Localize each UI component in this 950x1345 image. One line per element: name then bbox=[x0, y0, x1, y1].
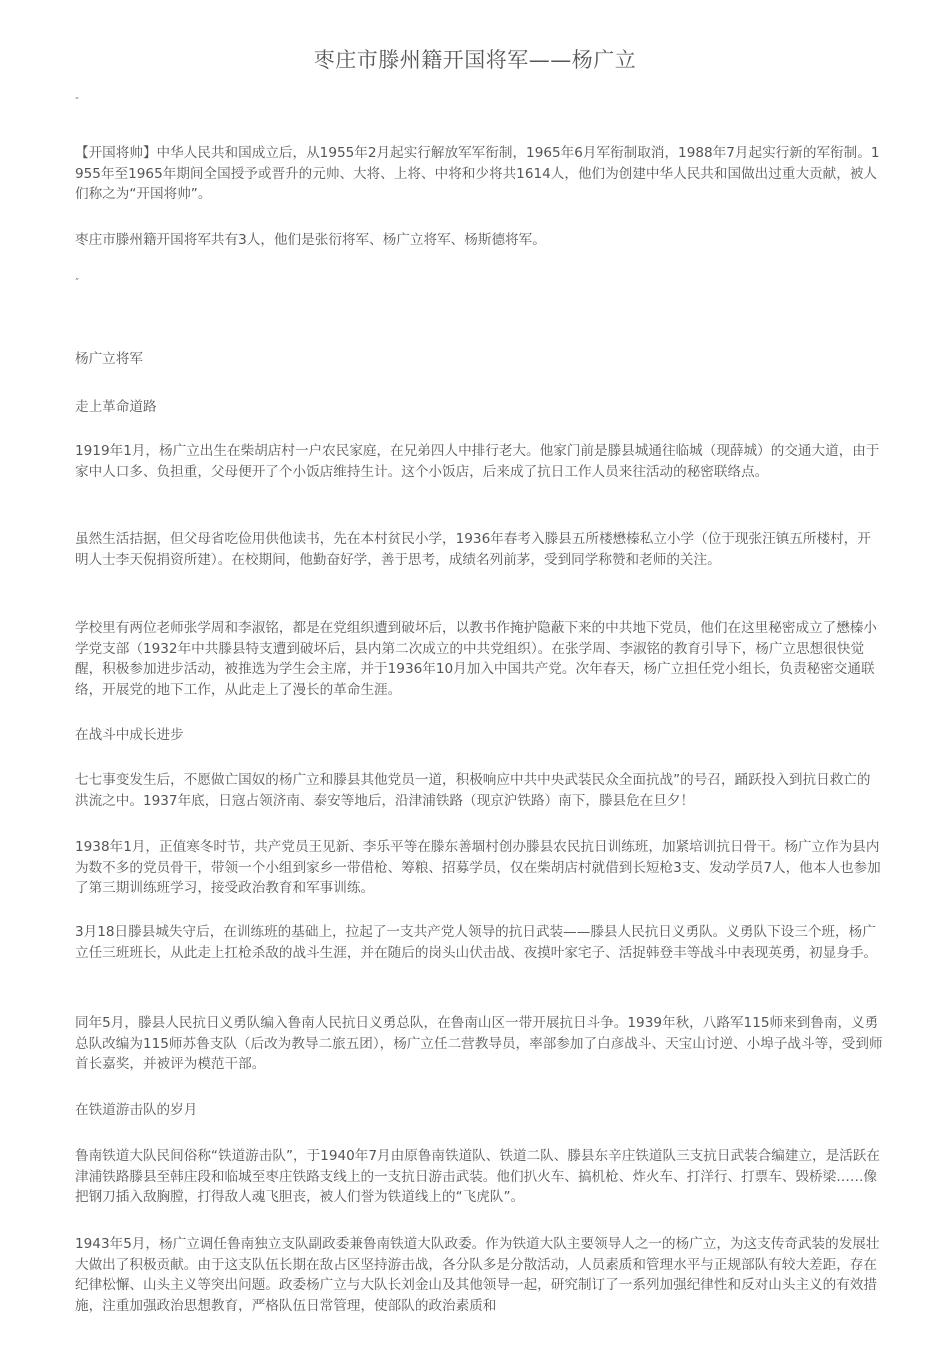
open-quote-mark: “ bbox=[75, 96, 80, 105]
intro-paragraph-2: 枣庄市滕州籍开国将军共有3人，他们是张衍将军、杨广立将军、杨斯德将军。 bbox=[75, 232, 546, 248]
paragraph: 鲁南铁道大队民间俗称“铁道游击队”，于1940年7月由原鲁南铁道队、铁道二队、滕县东辛庄铁道队三支抗日武装合编建立，是活跃在津浦铁路滕县至韩庄段和临城至枣庄铁路支线上的一支抗日游击武装。他们扒火车、搞机枪、炸火车、打洋行、打票车、毁桥梁……像把钢刀插入敌胸膛，打得敌人魂飞胆丧，被人们誉为铁道线上的“飞虎队”。 bbox=[75, 1148, 880, 1205]
paragraph: 1943年5月，杨广立调任鲁南独立支队副政委兼鲁南铁道大队政委。作为铁道大队主要领导人之一的杨广立，为这支传奇武装的发展壮大做出了积极贡献。由于这支队伍长期在敌占区坚持游击战，各分队多是分散活动，人员素质和管理水平与正规部队有较大差距，存在纪律松懈、山头主义等突出问题。政委杨广立与大队长刘金山及其他领导一起，研究制订了一系列加强纪律性和反对山头主义的有效措施，注重加强政治思想教育，严格队伍日常管理，使部队的政治素质和 bbox=[75, 1236, 880, 1314]
section-title-growth-in-battle: 在战斗中成长进步 bbox=[75, 727, 184, 743]
paragraph: 七七事变发生后，不愿做亡国奴的杨广立和滕县其他党员一道，积极响应中共中央武装民众全面抗战”的号召，踊跃投入到抗日救亡的洪流之中。1937年底，日寇占领济南、泰安等地后，沿津浦铁路（现京沪铁路）南下，滕县危在旦夕！ bbox=[75, 772, 871, 809]
section-title-revolution-road: 走上革命道路 bbox=[75, 399, 157, 415]
page-title: 枣庄市滕州籍开国将军——杨广立 bbox=[313, 48, 637, 72]
paragraph: 虽然生活拮据，但父母省吃俭用供他读书，先在本村贫民小学，1936年春考入滕县五所楼懋榛私立小学（位于现张汪镇五所楼村，开明人士李天倪捐资所建）。在校期间，他勤奋好学，善于思考，成绩名列前茅，受到同学称赞和老师的关注。 bbox=[75, 531, 871, 568]
close-quote-mark: ” bbox=[75, 277, 80, 286]
paragraph: 3月18日滕县城失守后，在训练班的基础上，拉起了一支共产党人领导的抗日武装——滕县人民抗日义勇队。义勇队下设三个班，杨广立任三班班长，从此走上扛枪杀敌的战斗生涯，并在随后的岗头山伏击战、夜摸叶家宅子、活捉韩登丰等战斗中表现英勇，初显身手。 bbox=[75, 924, 878, 961]
paragraph: 1938年1月，正值寒冬时节，共产党员王见新、李乐平等在滕东善堌村创办滕县农民抗日训练班，加紧培训抗日骨干。杨广立作为县内为数不多的党员骨干，带领一个小组到家乡一带借枪、筹粮、招募学员，仅在柴胡店村就借到长短枪3支、发动学员7人，他本人也参加了第三期训练班学习，接受政治教育和军事训练。 bbox=[75, 839, 881, 896]
intro-paragraph-1: 【开国将帅】中华人民共和国成立后，从1955年2月起实行解放军军衔制，1965年6月军衔制取消，1988年7月起实行新的军衔制。1955年至1965年期间全国授予或晋升的元帅、大将、上将、中将和少将共1614人，他们为创建中华人民共和国做出过重大贡献，被人们称之为“开国将帅”。 bbox=[75, 145, 880, 202]
section-title-railway-guerrilla: 在铁道游击队的岁月 bbox=[75, 1102, 198, 1118]
section-heading-general: 杨广立将军 bbox=[75, 351, 143, 367]
paragraph: 学校里有两位老师张学周和李淑铭，都是在党组织遭到破坏后，以教书作掩护隐蔽下来的中共地下党员，他们在这里秘密成立了懋榛小学党支部（1932年中共滕县特支遭到破坏后，县内第二次成立的中共党组织）。在张学周、李淑铭的教育引导下，杨广立思想很快觉醒，积极参加进步活动，被推选为学生会主席，并于1936年10月加入中国共产党。次年春天，杨广立担任党小组长，负责秘密交通联络，开展党的地下工作，从此走上了漫长的革命生涯。 bbox=[75, 620, 878, 698]
paragraph: 同年5月，滕县人民抗日义勇队编入鲁南人民抗日义勇总队，在鲁南山区一带开展抗日斗争。1939年秋，八路军115师来到鲁南，义勇总队改编为115师苏鲁支队（后改为教导二旅五团），杨广立任二营教导员，率部参加了白彦战斗、天宝山讨逆、小埠子战斗等，受到师首长嘉奖，并被评为模范干部。 bbox=[75, 1015, 883, 1072]
paragraph: 1919年1月，杨广立出生在柴胡店村一户农民家庭，在兄弟四人中排行老大。他家门前是滕县城通往临城（现薛城）的交通大道，由于家中人口多、负担重，父母便开了个小饭店维持生计。这个小饭店，后来成了抗日工作人员来往活动的秘密联络点。 bbox=[75, 443, 880, 480]
